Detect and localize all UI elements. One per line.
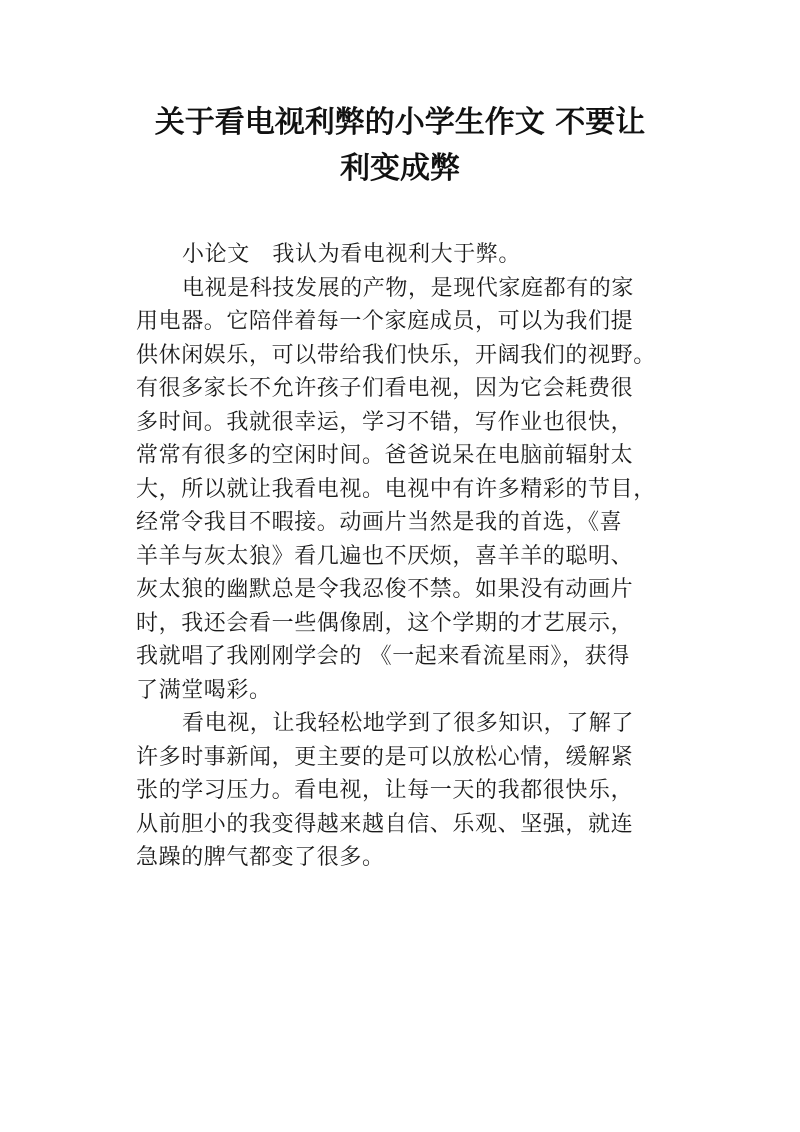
text-line: 我就唱了我刚刚学会的 《一起来看流星雨》，获得 [136, 644, 630, 669]
text-line: 经常令我目不暇接。动画片当然是我的首选，《喜 [136, 510, 623, 535]
title-line: 关于看电视利弊的小学生作文 不要让 [154, 105, 646, 140]
document-body [136, 238, 676, 875]
document-title [100, 100, 700, 192]
paragraph-intro [136, 238, 676, 272]
text-line: 张的学习压力。看电视，让每一天的我都很快乐， [136, 778, 634, 803]
text-line: 急躁的脾气都变了很多。 [136, 845, 385, 870]
text-line: 了满堂喝彩。 [136, 677, 272, 703]
text-line: 灰太狼的幽默总是令我忍俊不禁。如果没有动画片 [136, 577, 634, 602]
text-line: 时，我还会看一些偶像剧，这个学期的才艺展示， [136, 610, 634, 636]
text-line: 用电器。它陪伴着每一个家庭成员，可以为我们提 [136, 309, 634, 334]
text-line: 小论文 我认为看电视利大于弊。 [182, 242, 522, 267]
text-line: 从前胆小的我变得越来越自信、乐观、坚强，就连 [136, 811, 634, 837]
text-line: 羊羊与灰太狼》看几遍也不厌烦，喜羊羊的聪明、 [136, 543, 634, 569]
paragraph-tv-benefits [136, 272, 676, 708]
text-line: 看电视，让我轻松地学到了很多知识，了解了 [182, 711, 635, 736]
text-line: 有很多家长不允许孩子们看电视，因为它会耗费很 [136, 376, 634, 401]
text-line: 供休闲娱乐，可以带给我们快乐，开阔我们的视野。 [136, 342, 656, 368]
text-line: 许多时事新闻，更主要的是可以放松心情，缓解紧 [136, 744, 634, 770]
title-line: 利变成弊 [340, 151, 460, 186]
text-line: 常常有很多的空闲时间。爸爸说呆在电脑前辐射太 [136, 443, 634, 468]
text-line: 电视是科技发展的产物，是现代家庭都有的家 [182, 275, 635, 301]
text-line: 多时间。我就很幸运，学习不错，写作业也很快， [136, 409, 634, 435]
paragraph-conclusion [136, 707, 676, 875]
text-line: 大，所以就让我看电视。电视中有许多精彩的节目， [136, 476, 656, 502]
